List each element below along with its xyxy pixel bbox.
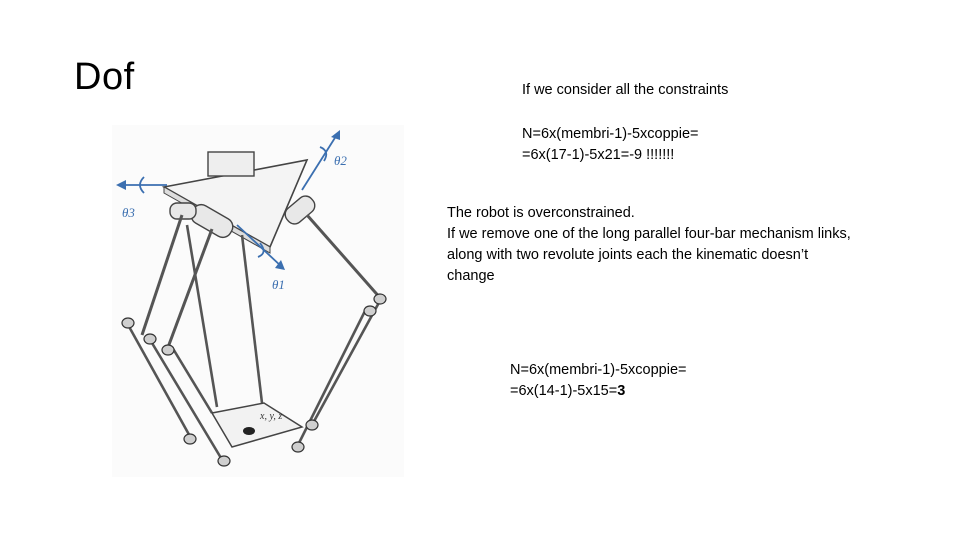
dof-formula-full xyxy=(522,124,698,166)
theta2-label: θ2 xyxy=(334,153,347,168)
joint xyxy=(162,345,174,355)
constraints-text: If we consider all the constraints xyxy=(522,82,729,98)
end-effector-center xyxy=(243,427,255,435)
explanation-line-3: along with two revolute joints each the kinematic doesn’t xyxy=(447,247,809,263)
joint xyxy=(374,294,386,304)
reduced-line-2 xyxy=(510,381,686,402)
formula-line-2: =6x(17-1)-5x21=-9 !!!!!!! xyxy=(522,147,675,163)
reduced-result: 3 xyxy=(617,383,626,399)
explanation-line-2: If we remove one of the long parallel four-bar mechanism links, xyxy=(447,226,851,242)
theta1-label: θ1 xyxy=(272,277,285,292)
joint xyxy=(292,442,304,452)
joint xyxy=(122,318,134,328)
reduced-line-2-prefix: =6x(14-1)-5x15= xyxy=(510,383,618,399)
joint xyxy=(184,434,196,444)
slide-title: Dof xyxy=(74,56,135,98)
reduced-line-1: N=6x(membri-1)-5xcoppie= xyxy=(510,362,687,378)
motor-housing xyxy=(208,152,254,176)
formula-line-1: N=6x(membri-1)-5xcoppie= xyxy=(522,126,699,142)
dof-formula-reduced xyxy=(510,360,686,402)
joint xyxy=(306,420,318,430)
explanation-line-1: The robot is overconstrained. xyxy=(447,205,635,221)
joint xyxy=(144,334,156,344)
joint xyxy=(364,306,376,316)
overconstrained-explanation xyxy=(447,203,851,287)
delta-robot-drawing xyxy=(112,125,404,477)
explanation-line-4: change xyxy=(447,268,495,284)
delta-robot-figure xyxy=(112,125,404,477)
position-label: x, y, z xyxy=(260,411,283,422)
joint xyxy=(218,456,230,466)
theta3-label: θ3 xyxy=(122,205,135,220)
